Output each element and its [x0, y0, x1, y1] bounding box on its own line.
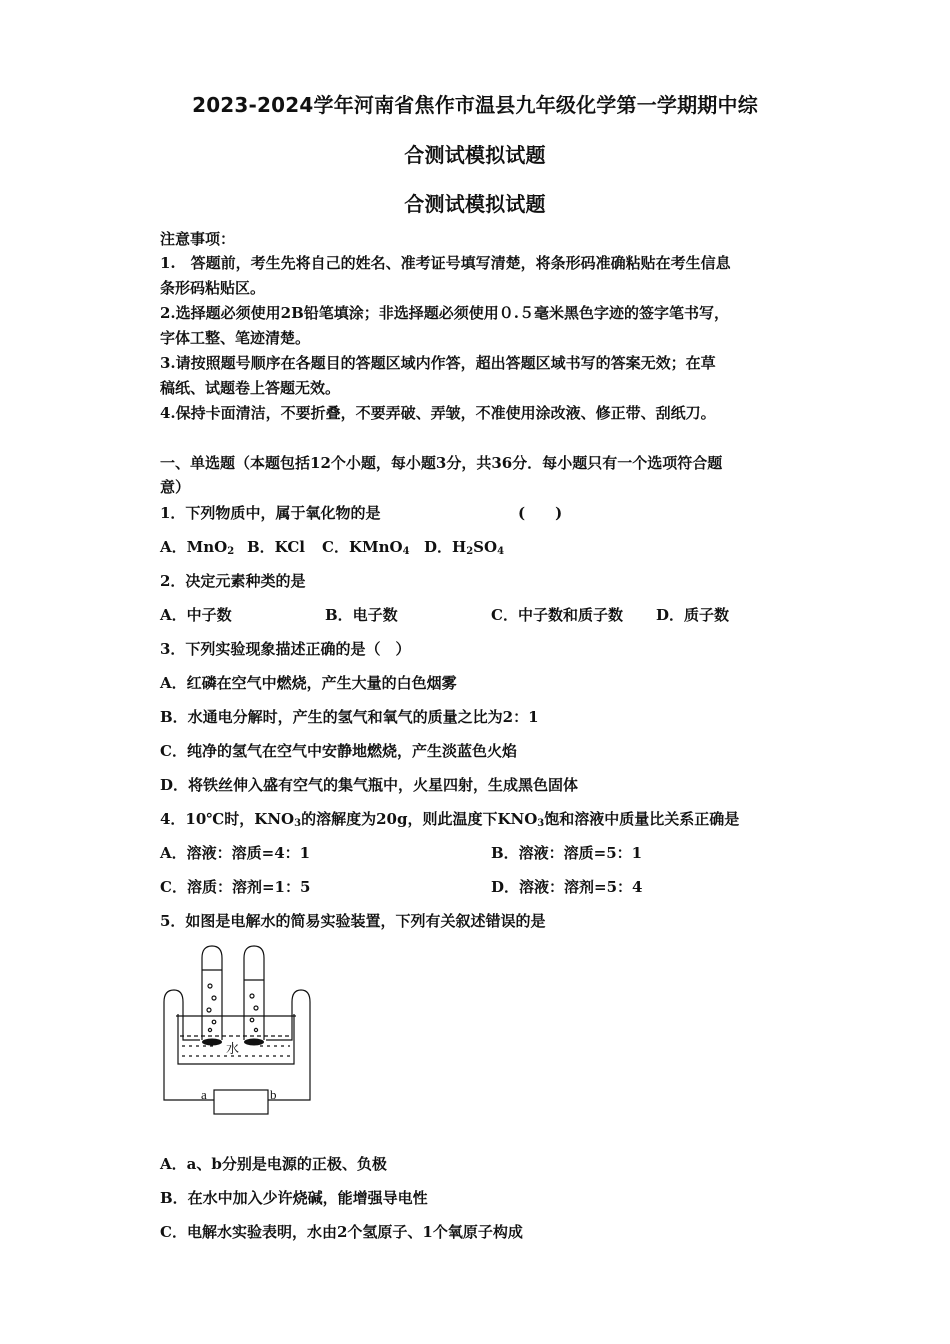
- question-4-option-a[interactable]: A．溶液：溶质=4：1: [160, 844, 311, 862]
- notice-item-1: 1. 答题前，考生先将自己的姓名、准考证号填写清楚，将条形码准确粘贴在考生信息: [160, 254, 731, 272]
- question-3-option-c[interactable]: C．纯净的氢气在空气中安静地燃烧，产生淡蓝色火焰: [160, 742, 517, 760]
- right-electrode: [244, 1039, 264, 1046]
- question-2-option-a[interactable]: A．中子数: [160, 606, 232, 624]
- stem-text: 4．10℃时，KNO: [160, 810, 295, 828]
- question-1-option-a[interactable]: [160, 536, 234, 557]
- subscript: 3: [537, 818, 545, 829]
- question-4-option-b[interactable]: B．溶液：溶质=5：1: [491, 844, 643, 862]
- electrolysis-apparatus-figure: [156, 940, 312, 1120]
- question-4-option-d[interactable]: D．溶液：溶剂=5：4: [491, 878, 643, 896]
- notice-item-2: 2.选择题必须使用2B铅笔填涂；非选择题必须使用０.５毫米黑色字迹的签字笔书写，: [160, 304, 730, 322]
- notice-item-3-cont: 稿纸、试题卷上答题无效。: [160, 379, 341, 397]
- question-2-option-b[interactable]: B．电子数: [325, 606, 398, 624]
- right-wire: [268, 990, 310, 1100]
- question-4-option-c[interactable]: C．溶质：溶剂=1：5: [160, 878, 311, 896]
- section-heading-cont: 意）: [160, 478, 191, 496]
- question-3-stem: 3．下列实验现象描述正确的是（ ）: [160, 640, 411, 658]
- notice-item-1-cont: 条形码粘贴区。: [160, 279, 266, 297]
- doc-title-line2: 合测试模拟试题: [404, 143, 546, 167]
- question-3-option-d[interactable]: D．将铁丝伸入盛有空气的集气瓶中，火星四射，生成黑色固体: [160, 776, 579, 794]
- question-2-stem: 2．决定元素种类的是: [160, 572, 306, 590]
- stem-text: 饱和溶液中质量比关系正确是: [544, 810, 740, 828]
- left-wire: [164, 990, 183, 1100]
- subscript: 2: [227, 546, 235, 557]
- option-text: SO: [473, 538, 498, 556]
- water-label: 水: [226, 1041, 240, 1056]
- right-tube: [244, 946, 264, 1040]
- doc-title-line3: 合测试模拟试题: [404, 192, 546, 216]
- subscript: 4: [497, 546, 505, 557]
- subscript: 2: [466, 546, 474, 557]
- left-tube: [202, 946, 222, 1040]
- question-5-option-a[interactable]: A．a、b分别是电源的正极、负极: [160, 1155, 387, 1173]
- question-5-option-b[interactable]: B．在水中加入少许烧碱，能增强导电性: [160, 1189, 428, 1207]
- beaker: [178, 1014, 294, 1064]
- option-text: D．H: [424, 538, 467, 556]
- option-text: B．KCl: [247, 538, 305, 556]
- question-4-stem: [160, 808, 739, 829]
- electrode-label-b: b: [270, 1087, 277, 1102]
- question-1-option-b[interactable]: [247, 536, 305, 557]
- notice-item-4: 4.保持卡面清洁，不要折叠，不要弄破、弄皱，不准使用涂改液、修正带、刮纸刀。: [160, 404, 716, 422]
- stem-text: 的溶解度为20g，则此温度下KNO: [301, 810, 538, 828]
- question-2-option-c[interactable]: C．中子数和质子数: [491, 606, 623, 624]
- question-3-option-b[interactable]: B．水通电分解时，产生的氢气和氧气的质量之比为2：1: [160, 708, 539, 726]
- section-heading: 一、单选题（本题包括12个小题，每小题3分，共36分．每小题只有一个选项符合题: [160, 454, 723, 472]
- power-source-box: [214, 1090, 268, 1114]
- option-text: C．KMnO: [322, 538, 403, 556]
- question-5-stem: 5．如图是电解水的简易实验装置，下列有关叙述错误的是: [160, 912, 546, 930]
- notice-heading: 注意事项：: [160, 230, 236, 248]
- subscript: 4: [402, 546, 410, 557]
- question-1-option-d[interactable]: [424, 536, 504, 557]
- question-1-stem: 1．下列物质中，属于氧化物的是: [160, 504, 381, 522]
- question-2-option-d[interactable]: D．质子数: [656, 606, 730, 624]
- doc-title-line1: 2023-2024学年河南省焦作市温县九年级化学第一学期期中综: [192, 93, 758, 117]
- subscript: 3: [294, 818, 302, 829]
- question-1-option-c[interactable]: [322, 536, 410, 557]
- notice-item-2-cont: 字体工整、笔迹清楚。: [160, 329, 311, 347]
- option-text: A．MnO: [160, 538, 228, 556]
- question-1-bracket: ( ): [518, 504, 563, 522]
- question-5-option-c[interactable]: C．电解水实验表明，水由2个氢原子、1个氧原子构成: [160, 1223, 523, 1241]
- notice-item-3: 3.请按照题号顺序在各题目的答题区域内作答，超出答题区域书写的答案无效；在草: [160, 354, 716, 372]
- left-electrode: [202, 1039, 222, 1046]
- question-3-option-a[interactable]: A．红磷在空气中燃烧，产生大量的白色烟雾: [160, 674, 457, 692]
- electrode-label-a: a: [201, 1087, 207, 1102]
